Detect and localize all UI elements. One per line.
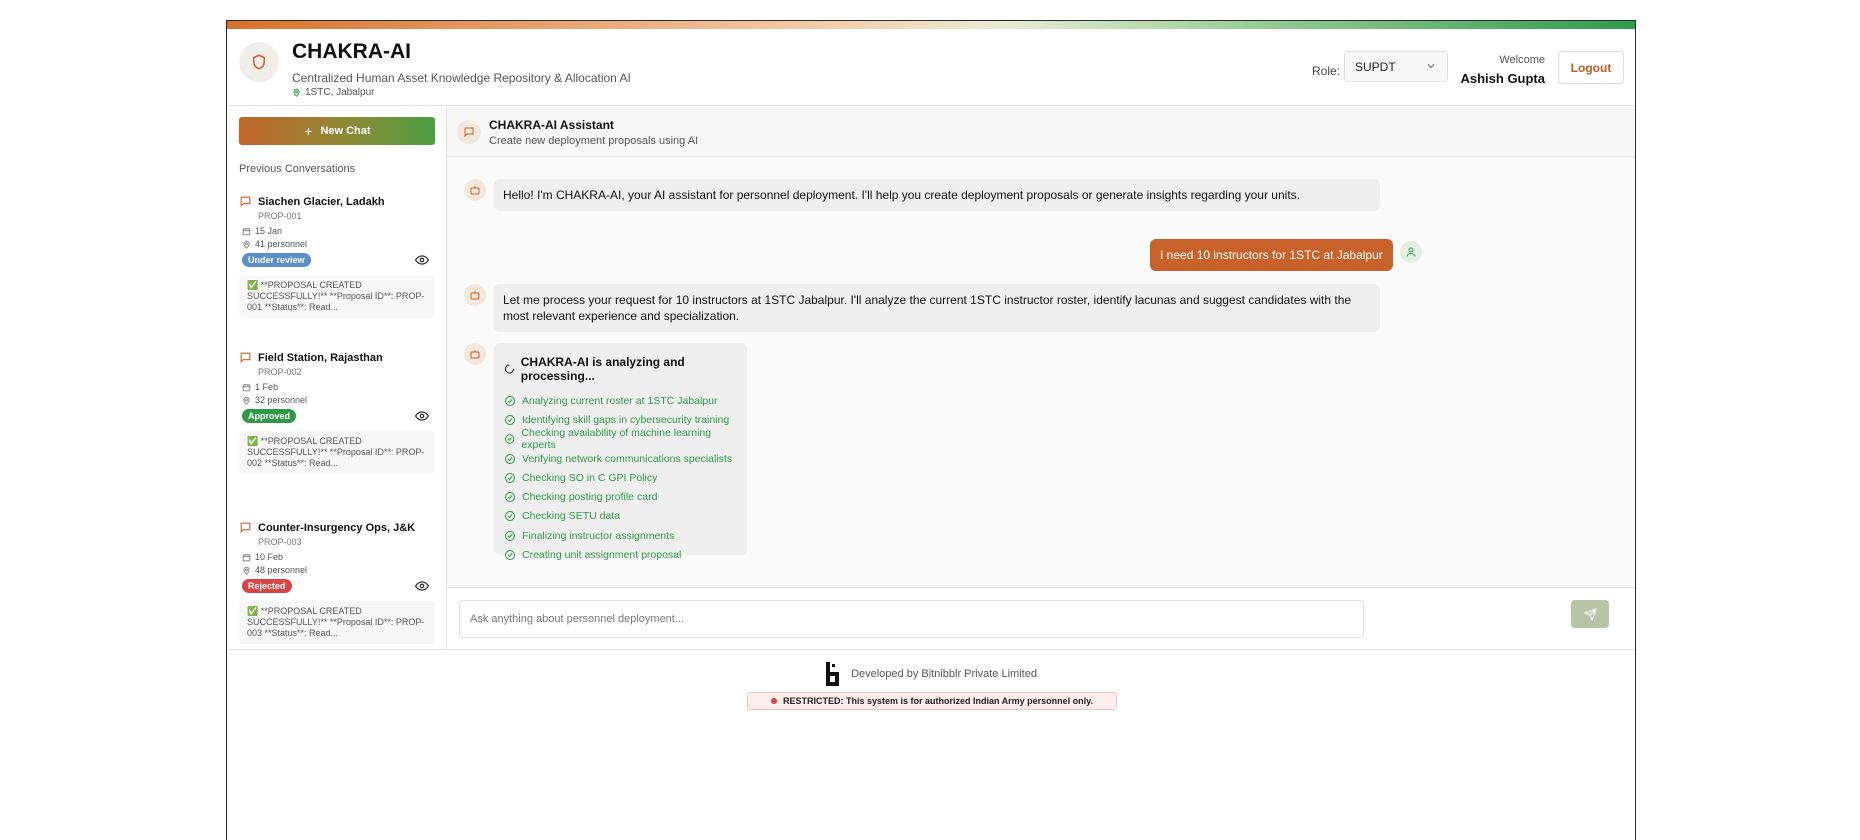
calendar-icon	[242, 383, 251, 392]
footer	[227, 649, 1635, 749]
step-label: Identifying skill gaps in cybersecurity training	[522, 413, 730, 426]
check-circle-icon	[504, 491, 516, 503]
tricolor-bar	[227, 21, 1635, 29]
processing-step	[504, 507, 737, 526]
step-label: Finalizing instructor assignments	[522, 529, 675, 542]
alert-dot-icon	[771, 698, 777, 704]
processing-step	[504, 449, 737, 468]
conversation-personnel: 32 personnel	[255, 395, 308, 405]
calendar-icon	[242, 227, 251, 236]
message-icon	[239, 351, 252, 364]
role-value: SUPDT	[1355, 60, 1396, 74]
step-label: Analyzing current roster at 1STC Jabalpur	[522, 394, 718, 407]
map-pin-icon	[242, 240, 251, 249]
welcome-label: Welcome	[1499, 54, 1545, 66]
role-label: Role:	[1312, 64, 1341, 78]
check-circle-icon	[504, 414, 516, 426]
chat-input[interactable]	[459, 600, 1364, 638]
check-circle-icon	[504, 549, 516, 561]
send-button[interactable]	[1571, 600, 1609, 628]
processing-step	[504, 487, 737, 506]
bot-avatar	[464, 179, 486, 201]
status-badge: Rejected	[242, 579, 292, 593]
restricted-notice	[747, 692, 1117, 710]
user-icon	[1405, 246, 1417, 258]
step-label: Checking SO in C GPI Policy	[522, 471, 658, 484]
map-pin-icon	[242, 566, 251, 575]
conversation-personnel: 48 personnel	[255, 565, 308, 575]
loading-spinner-icon	[504, 363, 515, 375]
chevron-down-icon	[1425, 60, 1437, 72]
step-label: Creating unit assignment proposal	[522, 549, 682, 562]
processing-step	[504, 468, 737, 487]
app-subtitle: Centralized Human Asset Knowledge Repository & Allocation AI	[292, 71, 631, 85]
bot-avatar	[464, 343, 486, 365]
eye-icon[interactable]	[415, 409, 429, 423]
conversation-snippet: ✅ **PROPOSAL CREATED SUCCESSFULLY!** **Proposal ID**: PROP-001 **Status**: Read...	[239, 275, 435, 318]
app-location	[292, 87, 374, 98]
message-icon	[239, 195, 252, 208]
user-name: Ashish Gupta	[1460, 71, 1545, 86]
status-badge: Under review	[242, 253, 311, 267]
check-circle-icon	[504, 530, 516, 542]
conversation-id: PROP-002	[258, 367, 302, 377]
processing-step	[504, 427, 737, 452]
bot-icon	[469, 184, 481, 196]
eye-icon[interactable]	[415, 579, 429, 593]
conversation-item[interactable]	[239, 521, 435, 644]
message-list	[447, 157, 1635, 587]
bot-message: Let me process your request for 10 instructors at 1STC Jabalpur. I'll analyze the current 1STC instructor roster, identify lacunas and suggest candidates with the most relevant experience and specialization.	[494, 284, 1380, 332]
new-chat-button[interactable]	[239, 117, 435, 145]
message-icon	[463, 126, 475, 138]
conversation-date: 1 Feb	[255, 382, 279, 392]
conversation-item[interactable]	[239, 195, 435, 318]
status-badge: Approved	[242, 409, 296, 423]
bot-avatar	[464, 284, 486, 306]
conversation-snippet: ✅ **PROPOSAL CREATED SUCCESSFULLY!** **Proposal ID**: PROP-003 **Status**: Read...	[239, 601, 435, 644]
message-icon	[239, 521, 252, 534]
conversation-snippet: ✅ **PROPOSAL CREATED SUCCESSFULLY!** **Proposal ID**: PROP-002 **Status**: Read...	[239, 431, 435, 474]
bot-message: Hello! I'm CHAKRA-AI, your AI assistant for personnel deployment. I'll help you create deployment proposals or generate insights regarding your units.	[494, 179, 1380, 211]
step-label: Verifying network communications specialists	[522, 452, 733, 465]
previous-conversations-title: Previous Conversations	[239, 163, 356, 175]
app-logo	[239, 42, 279, 82]
bot-icon	[469, 289, 481, 301]
conversation-personnel: 41 personnel	[255, 239, 308, 249]
eye-icon[interactable]	[415, 253, 429, 267]
send-icon	[1584, 608, 1597, 621]
user-message: I need 10 instructors for 1STC at Jabalpur	[1150, 239, 1393, 271]
map-pin-icon	[292, 88, 301, 97]
logout-button[interactable]: Logout	[1558, 51, 1624, 84]
chat-input-area	[447, 587, 1635, 649]
developer-credit: Developed by Bitnibblr Private Limited	[851, 668, 1037, 680]
app-window	[226, 20, 1636, 840]
processing-step	[504, 526, 737, 545]
processing-title: CHAKRA-AI is analyzing and processing...	[520, 355, 685, 383]
check-circle-icon	[504, 453, 516, 465]
check-circle-icon	[504, 472, 516, 484]
chat-title: CHAKRA-AI Assistant	[489, 118, 614, 132]
conversation-id: PROP-003	[258, 537, 302, 547]
app-header	[227, 29, 1635, 106]
step-label: Checking availability of machine learning experts	[521, 427, 712, 452]
check-circle-icon	[504, 433, 515, 445]
chat-subtitle: Create new deployment proposals using AI	[489, 135, 699, 147]
step-label: Checking SETU data	[522, 510, 621, 523]
location-text: 1STC, Jabalpur	[305, 87, 375, 98]
app-title: CHAKRA-AI	[292, 40, 411, 63]
conversation-item[interactable]	[239, 351, 435, 474]
conversation-title: Counter-Insurgency Ops, J&K	[258, 521, 416, 534]
calendar-icon	[242, 553, 251, 562]
processing-step	[504, 545, 737, 564]
conversation-title: Field Station, Rajasthan	[258, 351, 383, 364]
check-circle-icon	[504, 395, 516, 407]
processing-step	[504, 391, 737, 410]
assistant-avatar	[457, 120, 481, 144]
processing-card	[494, 343, 747, 562]
conversation-date: 15 Jan	[255, 226, 283, 236]
shield-icon	[250, 53, 268, 71]
conversation-title: Siachen Glacier, Ladakh	[258, 195, 385, 208]
conversation-date: 10 Feb	[255, 552, 284, 562]
map-pin-icon	[242, 396, 251, 405]
restricted-text: RESTRICTED: This system is for authorized Indian Army personnel only.	[782, 696, 1094, 706]
chat-header	[447, 107, 1635, 157]
bot-icon	[469, 348, 481, 360]
plus-icon	[303, 126, 314, 137]
conversation-id: PROP-001	[258, 211, 302, 221]
company-logo-icon	[825, 661, 843, 687]
user-avatar	[1400, 241, 1422, 263]
check-circle-icon	[504, 510, 516, 522]
step-label: Checking posting profile card	[522, 491, 658, 504]
role-select[interactable]	[1344, 51, 1448, 82]
new-chat-label: New Chat	[320, 125, 371, 137]
sidebar	[227, 107, 447, 649]
